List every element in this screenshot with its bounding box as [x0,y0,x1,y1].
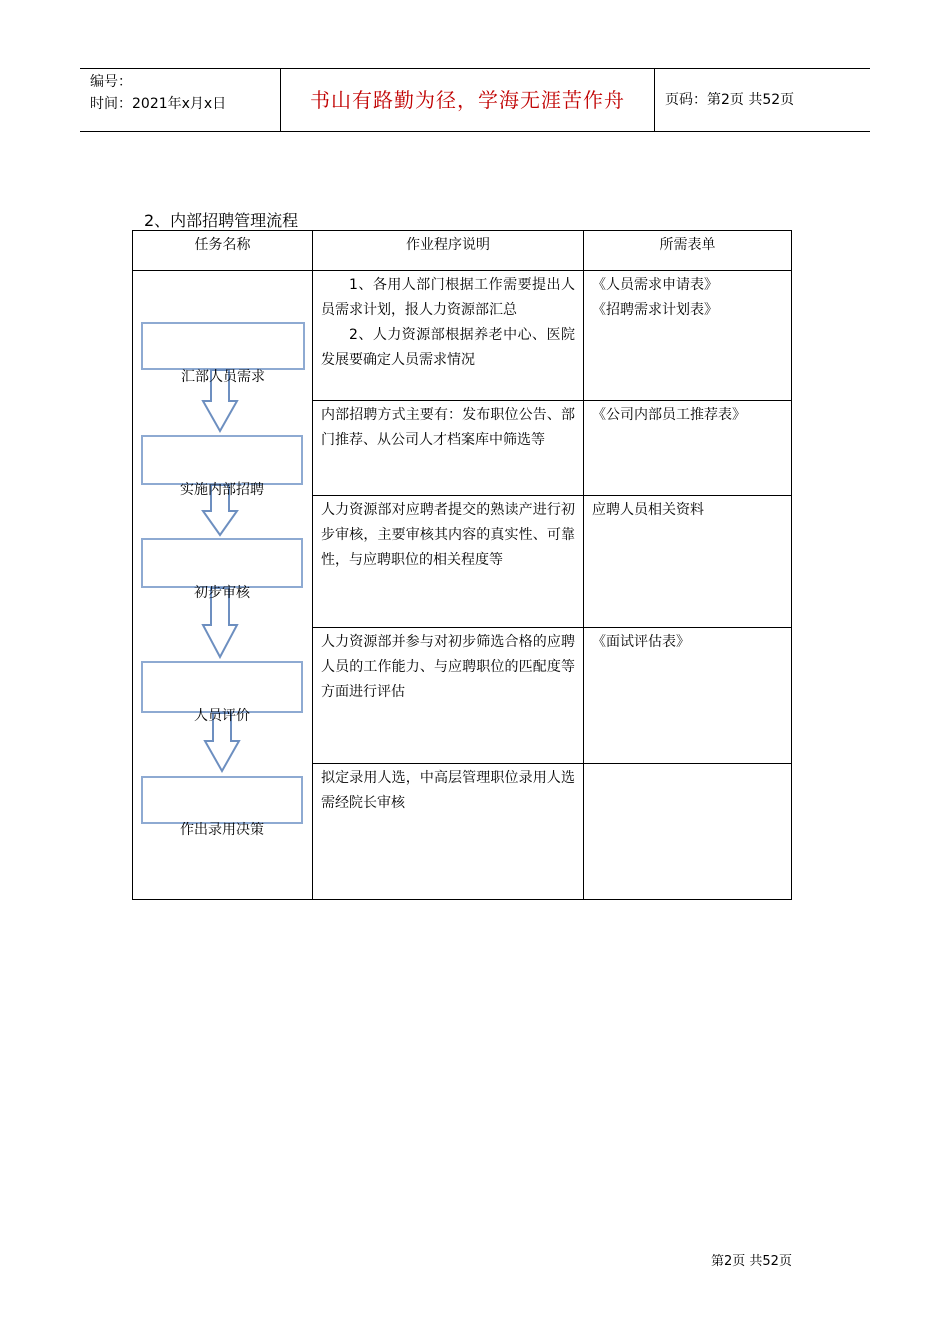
step-label-5: 作出录用决策 [180,822,264,838]
forms-cell: 《公司内部员工推荐表》 [584,401,792,496]
column-header-task: 任务名称 [133,231,313,271]
section-title: 2、内部招聘管理流程 [144,211,299,230]
step-label-2: 实施内部招聘 [180,482,264,498]
form-name: 《人员需求申请表》 [592,277,718,293]
number-label: 编号： [90,74,132,90]
page-header [80,68,870,132]
flow-box-1 [142,323,304,369]
procedure-cell: 人力资源部并参与对初步筛选合格的应聘人员的工作能力、与应聘职位的匹配度等方面进行评估 [313,628,584,764]
step-label-4: 人员评价 [194,708,250,724]
header-meta [80,69,281,131]
form-name: 《招聘需求计划表》 [592,302,718,318]
procedure-cell: 内部招聘方式主要有：发布职位公告、部门推荐、从公司人才档案库中筛选等 [313,401,584,496]
flow-box-2 [142,436,302,484]
procedure-text: 2、人力资源部根据养老中心、医院发展要确定人员需求情况 [321,327,575,368]
table-header-row [133,231,792,271]
forms-cell [584,271,792,401]
header-motto: 书山有路勤为径，学海无涯苦作舟 [281,69,655,131]
flowchart-cell [133,271,313,900]
forms-cell [584,764,792,900]
recruitment-process-table [132,230,792,900]
forms-cell: 《面试评估表》 [584,628,792,764]
step-label-3: 初步审核 [194,585,250,601]
flow-box-3 [142,539,302,587]
page-footer: 第2页 共52页 [711,1254,792,1269]
column-header-forms: 所需表单 [584,231,792,271]
header-page-label: 页码：第2页 共52页 [665,92,795,108]
procedure-text: 1、各用人部门根据工作需要提出人员需求计划，报人力资源部汇总 [321,277,575,318]
time-label: 时间：2021年x月x日 [90,96,227,112]
procedure-cell: 人力资源部对应聘者提交的熟读产进行初步审核，主要审核其内容的真实性、可靠性，与应聘职位的相关程度等 [313,496,584,628]
table-row [133,271,792,401]
column-header-procedure: 作业程序说明 [313,231,584,271]
procedure-cell: 拟定录用人选，中高层管理职位录用人选需经院长审核 [313,764,584,900]
procedure-cell [313,271,584,401]
flow-box-5 [142,777,302,823]
forms-cell: 应聘人员相关资料 [584,496,792,628]
step-label-1: 汇部人员需求 [181,369,265,385]
